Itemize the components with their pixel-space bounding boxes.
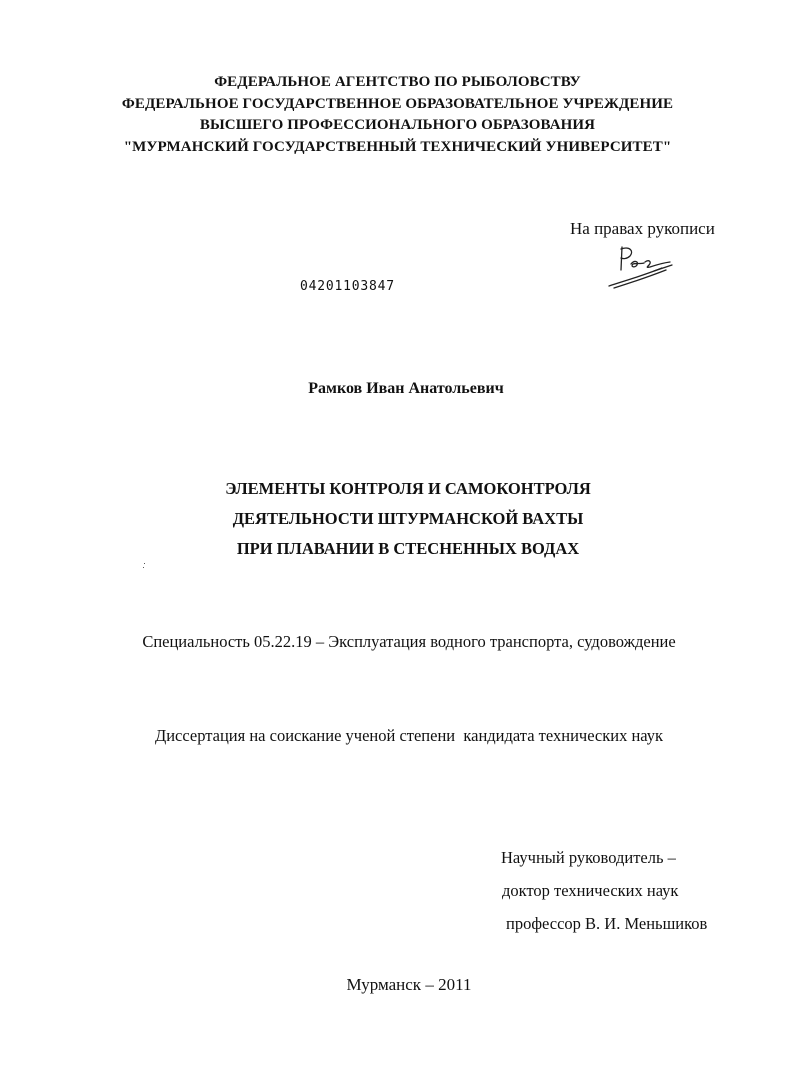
header-line-university: "МУРМАНСКИЙ ГОСУДАРСТВЕННЫЙ ТЕХНИЧЕСКИЙ УНИВЕРСИТЕТ" bbox=[123, 138, 672, 155]
rights-notice: На правах рукописи bbox=[570, 219, 715, 238]
header-line-institution: ФЕДЕРАЛЬНОЕ ГОСУДАРСТВЕННОЕ ОБРАЗОВАТЕЛЬНОЕ УЧРЕЖДЕНИЕ bbox=[121, 95, 674, 112]
specialty-line: Специальность 05.22.19 – Эксплуатация водного транспорта, судовождение bbox=[142, 632, 676, 651]
title-line-1: ЭЛЕМЕНТЫ КОНТРОЛЯ И САМОКОНТРОЛЯ bbox=[225, 479, 591, 498]
city-year: Мурманск – 2011 bbox=[346, 975, 472, 994]
title-line-2: ДЕЯТЕЛЬНОСТИ ШТУРМАНСКОЙ ВАХТЫ bbox=[232, 509, 584, 528]
supervisor-name: профессор В. И. Меньшиков bbox=[506, 914, 708, 933]
author-name: Рамков Иван Анатольевич bbox=[308, 380, 504, 397]
scan-speck bbox=[143, 556, 146, 562]
supervisor-role: Научный руководитель – bbox=[501, 848, 676, 867]
title-line-3: ПРИ ПЛАВАНИИ В СТЕСНЕННЫХ ВОДАХ bbox=[236, 539, 580, 558]
document-number: 04201103847 bbox=[300, 279, 395, 294]
dissertation-title bbox=[0, 474, 795, 564]
supervisor-degree: доктор технических наук bbox=[502, 881, 679, 900]
institution-header bbox=[0, 72, 795, 158]
header-line-agency: ФЕДЕРАЛЬНОЕ АГЕНТСТВО ПО РЫБОЛОВСТВУ bbox=[214, 74, 581, 90]
degree-line: Диссертация на соискание ученой степени кандидата технических наук bbox=[154, 726, 664, 745]
header-line-education: ВЫСШЕГО ПРОФЕССИОНАЛЬНОГО ОБРАЗОВАНИЯ bbox=[199, 117, 596, 133]
signature-icon bbox=[600, 240, 680, 296]
